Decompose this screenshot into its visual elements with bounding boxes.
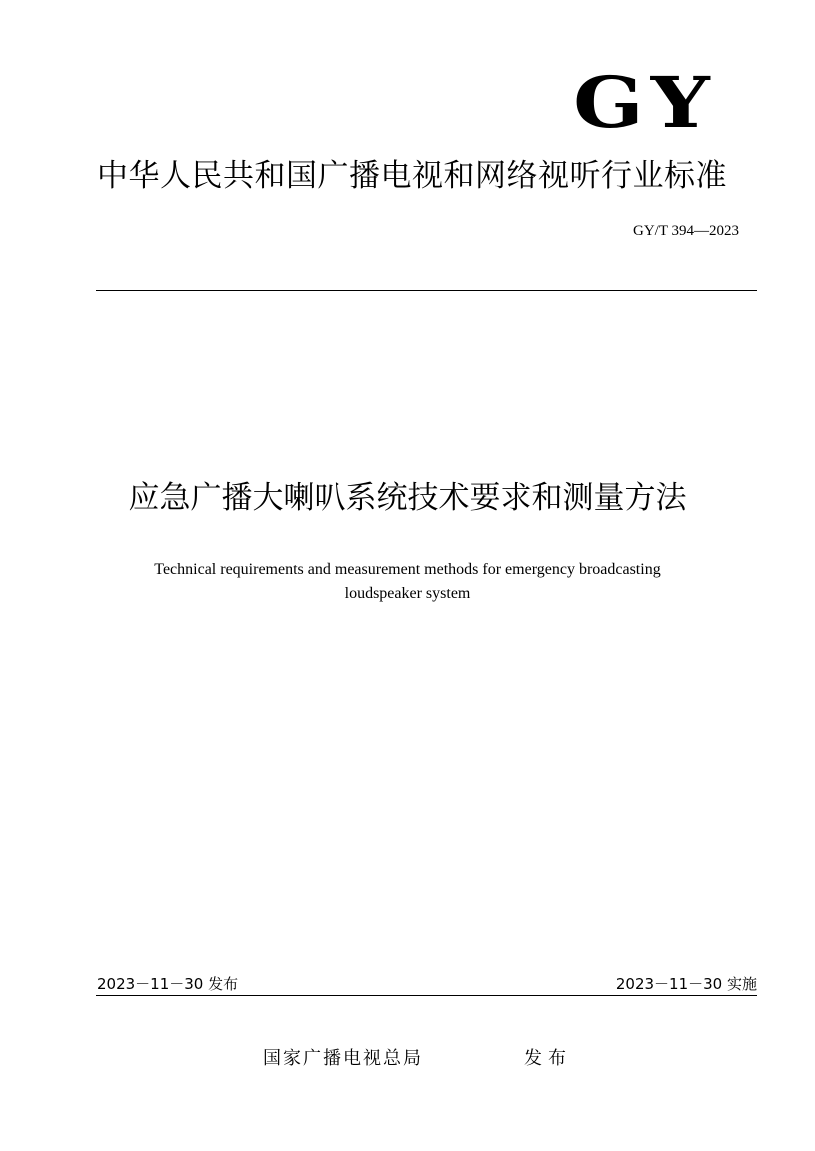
standard-code: GY/T 394—2023 [633, 223, 739, 239]
standard-category-title: 中华人民共和国广播电视和网络视听行业标准 [97, 158, 727, 194]
top-divider [96, 290, 757, 291]
bottom-divider [96, 995, 757, 996]
document-title-en-line1: Technical requirements and measurement methods for emergency broadcasting [154, 561, 661, 578]
issue-date: 2023－11－30 发布 [97, 975, 239, 993]
gy-logo: GY [573, 61, 717, 144]
publisher-name: 国家广播电视总局 [263, 1048, 423, 1069]
implementation-date: 2023－11－30 实施 [615, 975, 757, 993]
document-title-zh: 应急广播大喇叭系统技术要求和测量方法 [128, 480, 687, 516]
document-title-en [0, 558, 815, 606]
document-title-en-line2: loudspeaker system [344, 585, 471, 602]
publish-label: 发布 [524, 1048, 572, 1069]
